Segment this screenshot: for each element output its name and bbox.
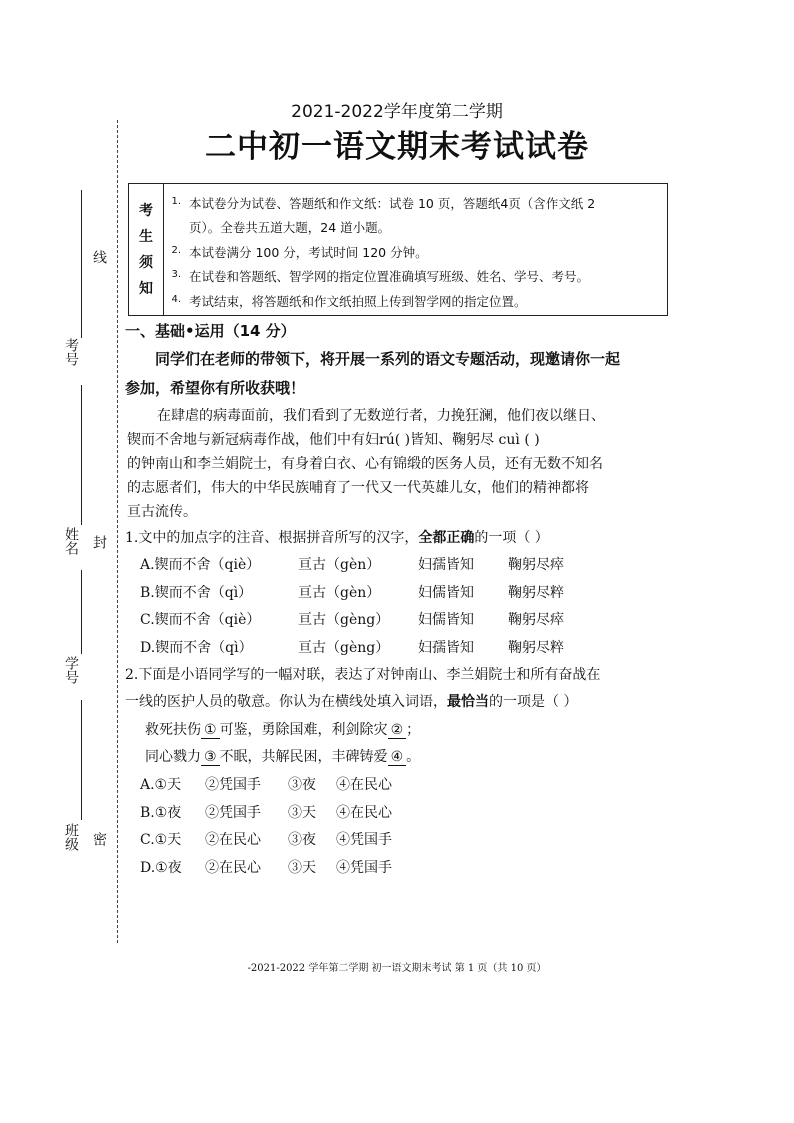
q2-option-d-4: ④凭国手: [336, 860, 392, 876]
q2-stem-line-1: 2.下面是小语同学写的一幅对联，表达了对钟南山、李兰娟院士和所有奋战在: [125, 667, 601, 683]
q2-stem-line-2: 一线的医护人员的敬意。你认为在横线处填入词语，最恰当的一项是（ ）: [125, 694, 578, 710]
q1-option-c: C.锲而不舍（qiè）: [140, 612, 261, 628]
notice-heading: 考 生 须 知: [129, 184, 164, 315]
q2-option-a-3: ③夜: [288, 777, 316, 793]
name-field: [81, 385, 82, 525]
q1-option-c-4: 鞠躬尽瘁: [508, 612, 564, 628]
q2-option-c-4: ④凭国手: [336, 832, 392, 848]
student-no-field: [81, 570, 82, 654]
q1-option-b-4: 鞠躬尽粹: [508, 585, 564, 601]
q1-option-a: A.锲而不舍（qiè）: [140, 557, 261, 573]
margin-secret-char: 密: [91, 832, 107, 846]
section-heading: 一、基础•运用（14 分）: [125, 322, 296, 340]
page-footer: -2021-2022 学年第二学期 初一语文期末考试 第 1 页（共 10 页）: [247, 963, 547, 974]
candidate-notice-box: [128, 183, 668, 316]
notice-item-3: 3. 在试卷和答题纸、智学网的指定位置准确填写班级、姓名、学号、考号。: [171, 269, 590, 284]
q2-option-c-3: ③夜: [288, 832, 316, 848]
q2-option-a-4: ④在民心: [336, 777, 392, 793]
blank-3: ③: [201, 749, 220, 766]
q1-option-a-4: 鞠躬尽瘁: [508, 557, 564, 573]
q2-option-a: A.①天: [140, 777, 182, 793]
q1-option-c-3: 妇儒皆知: [418, 612, 474, 628]
notice-item-4: 4. 考试结束，将答题纸和作文纸拍照上传到智学网的指定位置。: [171, 294, 527, 309]
name-label: 姓名: [63, 527, 79, 555]
intro-line-2: 参加，希望你有所收获哦！: [125, 379, 306, 397]
q2-option-b-4: ④在民心: [336, 805, 392, 821]
blank-1: ①: [201, 722, 220, 739]
q1-option-c-2: 亘古（gèng）: [298, 612, 390, 628]
q1-option-b-2: 亘古（gèn）: [298, 585, 381, 601]
exam-no-field: [81, 190, 82, 338]
q2-option-b-2: ②凭国手: [205, 805, 261, 821]
q2-option-d: D.①夜: [140, 860, 182, 876]
notice-item-1: 1. 本试卷分为试卷、答题纸和作文纸：试卷 10 页，答题纸4页（含作文纸 2: [171, 196, 596, 211]
q1-option-a-2: 亘古（gèn）: [298, 557, 381, 573]
q2-option-c-2: ②在民心: [205, 832, 261, 848]
q1-option-a-3: 妇孺皆知: [418, 557, 474, 573]
q2-option-b-3: ③天: [288, 805, 316, 821]
q1-option-b-3: 妇儒皆知: [418, 585, 474, 601]
passage-line-5: 亘古流传。: [127, 504, 197, 520]
margin-seal-char: 封: [91, 535, 107, 549]
blank-2: ②: [388, 722, 407, 739]
class-field: [81, 700, 82, 820]
notice-item-2: 2. 本试卷满分 100 分，考试时间 120 分钟。: [171, 245, 428, 260]
q2-option-b: B.①夜: [140, 805, 182, 821]
passage-line-3: 的钟南山和李兰娟院士，有身着白衣、心有锦缎的医务人员，还有无数不知名: [127, 456, 603, 472]
q2-option-a-2: ②凭国手: [205, 777, 261, 793]
q1-stem: 1.文中的加点字的注音、根据拼音所写的汉字，全都正确的一项（ ）: [125, 530, 549, 546]
passage-line-2: 锲而不舍地与新冠病毒作战，他们中有妇rú( )皆知、鞠躬尽 cuì ( ): [127, 432, 540, 448]
margin-line-char: 线: [91, 250, 107, 264]
q2-option-d-3: ③天: [288, 860, 316, 876]
student-no-label: 学号: [63, 656, 79, 684]
notice-item-1-cont: 页）。全卷共五道大题，24 道小题。: [189, 220, 391, 235]
exam-term: 2021-2022学年度第二学期: [291, 102, 503, 122]
intro-line-1: 同学们在老师的带领下，将开展一系列的语文专题活动，现邀请你一起: [155, 350, 621, 368]
blank-4: ④: [388, 749, 407, 766]
passage-line-1: 在肆虐的病毒面前，我们看到了无数逆行者，力挽狂澜，他们夜以继日、: [157, 408, 605, 424]
exam-no-label: 考号: [63, 338, 79, 366]
page-title: 二中初一语文期末考试试卷: [205, 129, 589, 165]
q1-option-d-4: 鞠躬尽粹: [508, 640, 564, 656]
q2-option-d-2: ②在民心: [205, 860, 261, 876]
q1-option-b: B.锲而不舍（qì）: [140, 585, 253, 601]
passage-line-4: 的志愿者们，伟大的中华民族哺育了一代又一代英雄儿女，他们的精神都将: [127, 480, 589, 496]
q1-option-d: D.锲而不舍（qì）: [140, 640, 253, 656]
q1-option-d-3: 妇孺皆知: [418, 640, 474, 656]
binding-dashed-line: [117, 120, 118, 943]
q1-option-d-2: 亘古（gèng）: [298, 640, 390, 656]
couplet-line-1: 救死扶伤 ① 可鉴，勇除国难，利剑除灾 ② ；: [145, 722, 421, 738]
class-label: 班级: [63, 823, 79, 851]
couplet-line-2: 同心戮力 ③ 不眠，共解民困，丰碑铸爱 ④ 。: [145, 749, 421, 765]
q2-option-c: C.①天: [140, 832, 182, 848]
